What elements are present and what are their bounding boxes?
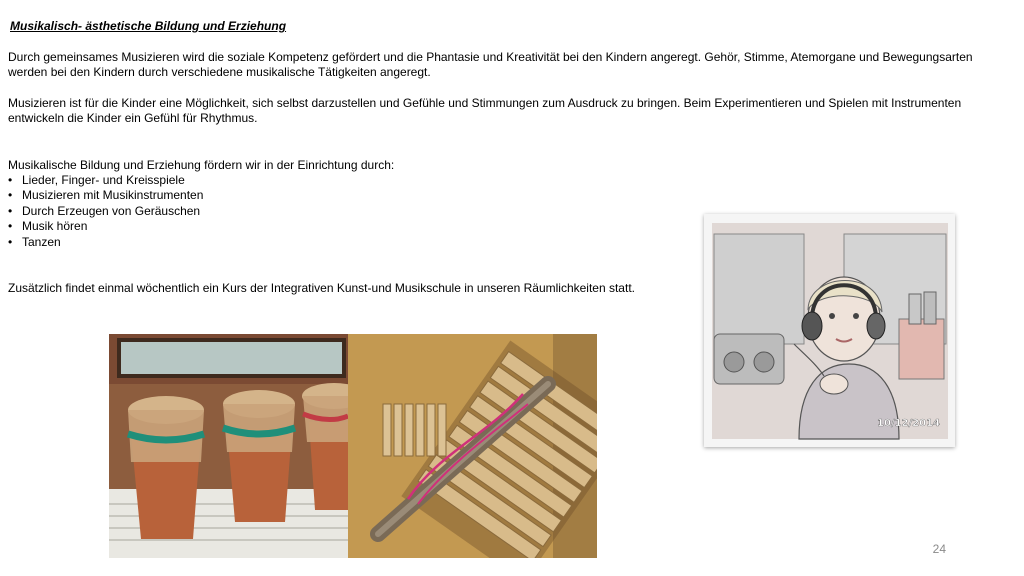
- child-headphones-photo: [704, 214, 955, 447]
- paragraph-music-benefits: Durch gemeinsames Musizieren wird die soziale Kompetenz gefördert und die Phantasie und Kreativität bei den Kindern angeregt. Gehör, Stimme, Atemorgane und Bewegungsarten werden bei den Kindern durch verschiedene musikalische Tätigkeiten angeregt.: [8, 49, 973, 80]
- paragraph-self-expression: Musizieren ist für die Kinder eine Möglichkeit, sich selbst darzustellen und Gefühle und Stimmungen zum Ausdruck zu bringen. Beim Experimentieren und Spielen mit Instrumenten entwickeln die Kinder ein Gefühl für Rhythmus.: [8, 96, 962, 126]
- xylophone-photo: [348, 334, 597, 558]
- slide-heading: Musikalisch- ästhetische Bildung und Erziehung: [10, 19, 287, 33]
- list-item: • Tanzen: [8, 235, 1013, 250]
- list-intro: Musikalische Bildung und Erziehung fördern wir in der Einrichtung durch:: [8, 157, 395, 172]
- list-item: • Durch Erzeugen von Geräuschen: [8, 204, 1013, 219]
- closing-paragraph: Zusätzlich findet einmal wöchentlich ein Kurs der Integrativen Kunst-und Musikschule in unseren Räumlichkeiten statt.: [8, 280, 635, 295]
- drums-illustration: [109, 334, 348, 558]
- list-item: • Musizieren mit Musikinstrumenten: [8, 188, 1013, 203]
- list-item: • Lieder, Finger- und Kreisspiele: [8, 173, 1013, 188]
- drums-photo: [109, 334, 348, 558]
- xylophone-illustration: [348, 334, 597, 558]
- page-number: 24: [932, 542, 946, 556]
- list-item: • Musik hören: [8, 219, 1013, 234]
- photo-date-stamp: 10/12/2014: [877, 418, 940, 429]
- child-illustration: [704, 214, 955, 447]
